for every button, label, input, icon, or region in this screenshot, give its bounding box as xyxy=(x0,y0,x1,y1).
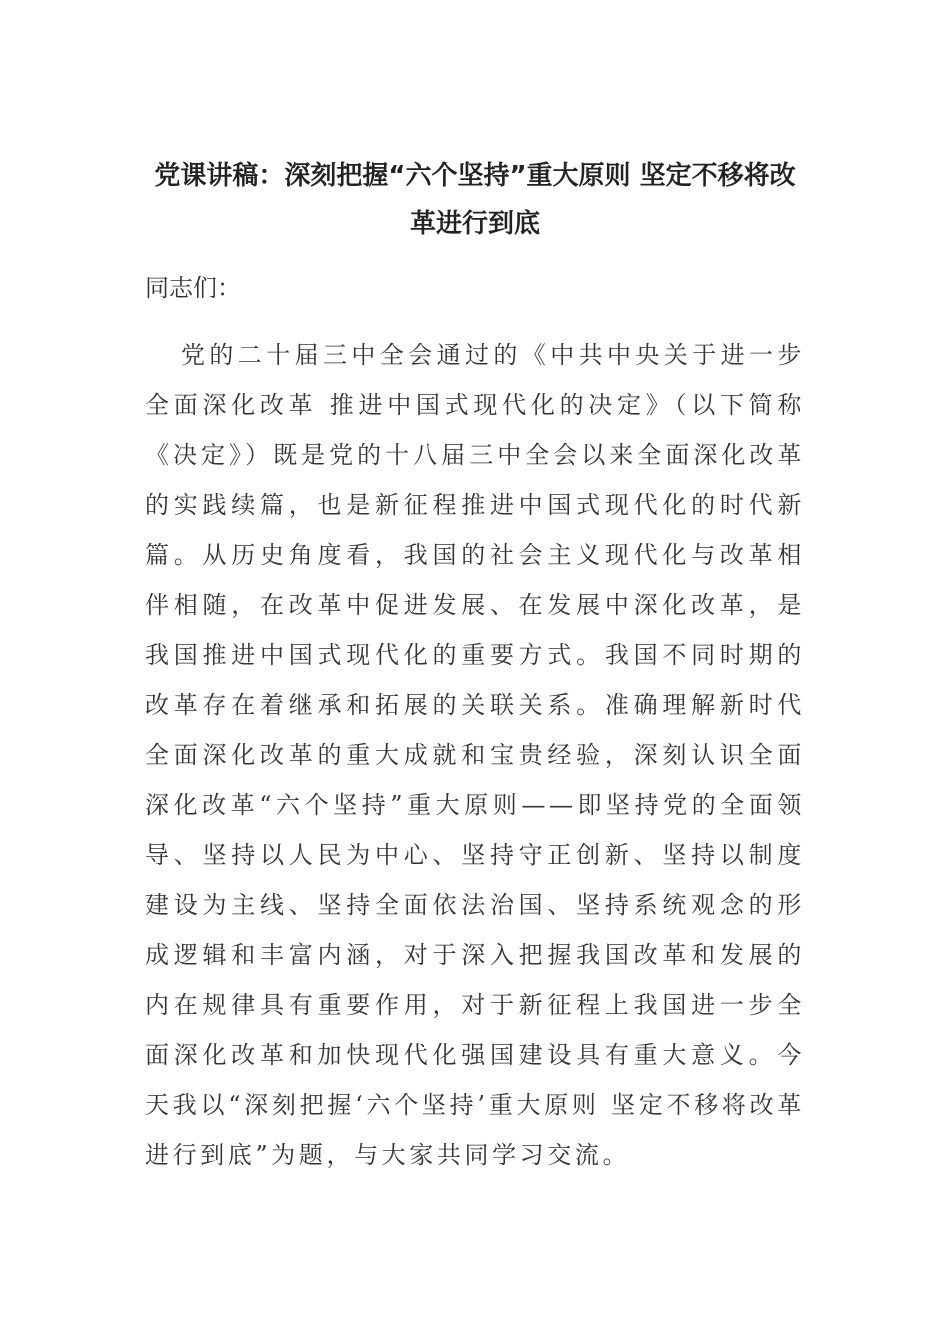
title-line-1: 党课讲稿：深刻把握“六个坚持”重大原则 坚定不移将改 xyxy=(154,161,796,191)
salutation: 同志们： xyxy=(145,274,241,302)
body-paragraph: 党的二十届三中全会通过的《中共中央关于进一步全面深化改革 推进中国式现代化的决定》（以下简称《决定》）既是党的十八届三中全会以来全面深化改革的实践续篇，也是新征程推进中国式现代化的时代新篇。从历史角度看，我国的社会主义现代化与改革相伴相随，在改革中促进发展、在发展中深化改革，是我国推进中国式现代化的重要方式。我国不同时期的改革存在着继承和拓展的关联关系。准确理解新时代全面深化改革的重大成就和宝贵经验，深刻认识全面深化改革“六个坚持”重大原则——即坚持党的全面领导、坚持以人民为中心、坚持守正创新、坚持以制度建设为主线、坚持全面依法治国、坚持系统观念的形成逻辑和丰富内涵，对于深入把握我国改革和发展的内在规律具有重要作用，对于新征程上我国进一步全面深化改革和加快现代化强国建设具有重大意义。今天我以“深刻把握‘六个坚持’重大原则 坚定不移将改革进行到底”为题，与大家共同学习交流。 xyxy=(145,341,805,1169)
title-line-2: 革进行到底 xyxy=(409,209,540,239)
document-title xyxy=(145,152,805,248)
